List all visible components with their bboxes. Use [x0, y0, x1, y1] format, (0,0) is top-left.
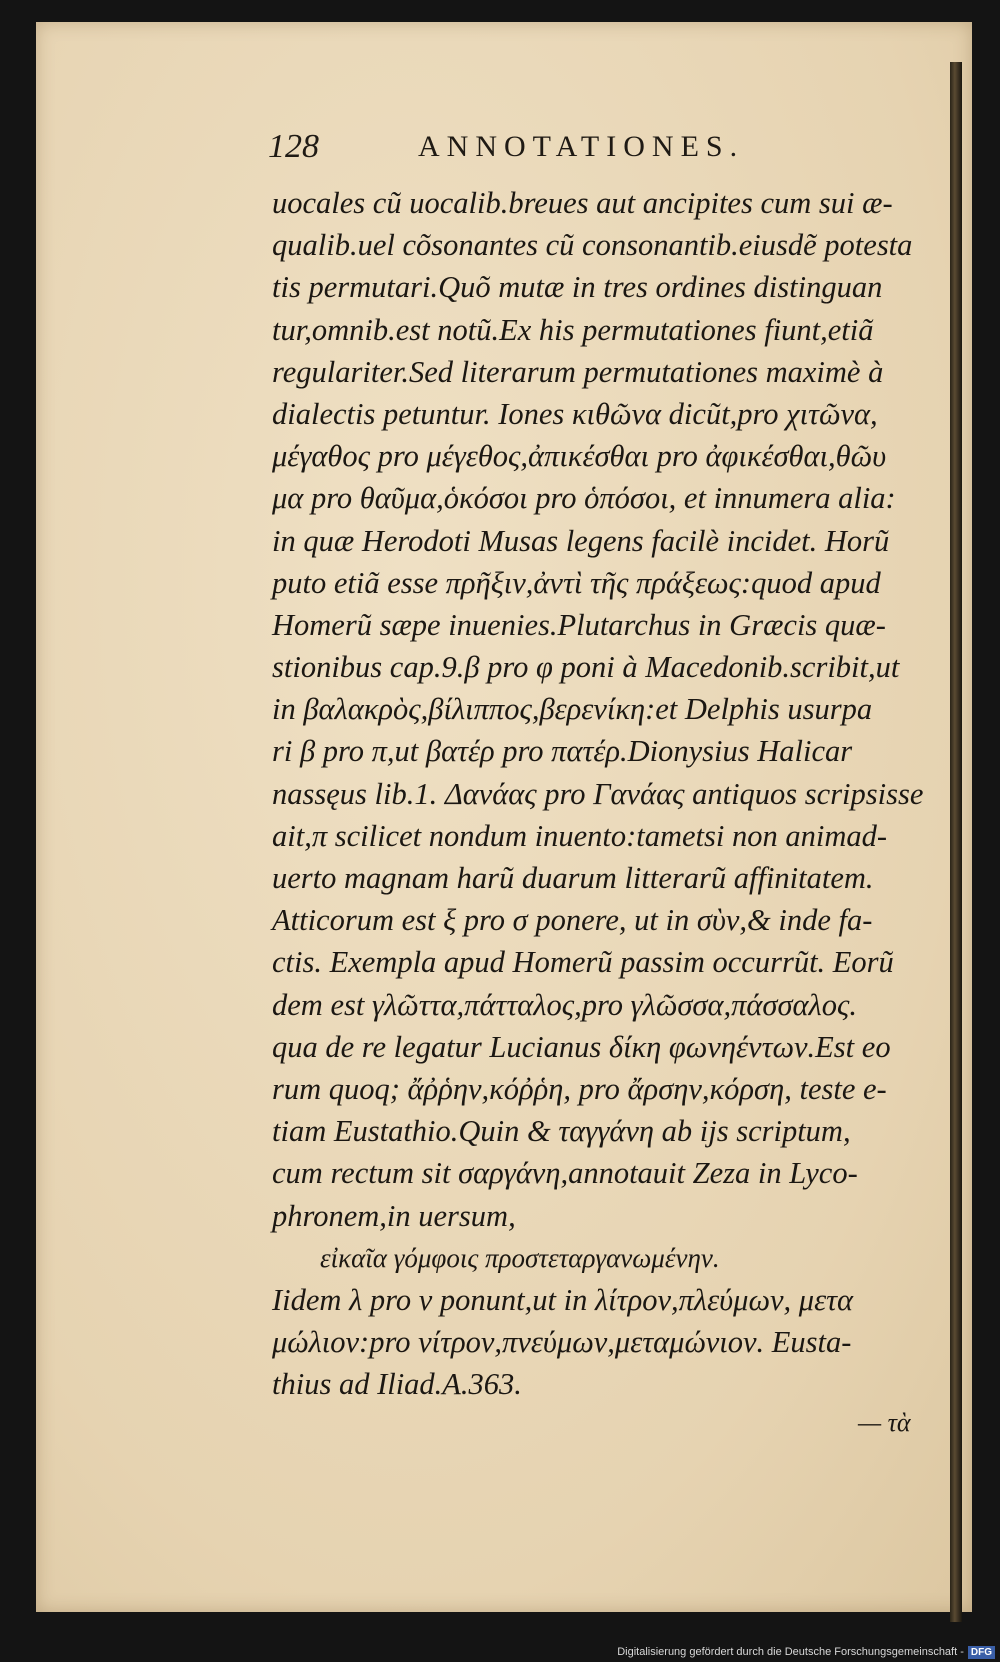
text-line: nassęus lib.1. Δανάας pro Γανάας antiquos scripsisse — [272, 776, 924, 811]
text-line: μώλιον:pro νίτρον,πνεύμων,μεταμώνιον. Eusta- — [272, 1325, 852, 1360]
text-line: Homerũ sæpe inuenies.Plutarchus in Græcis quæ- — [272, 607, 886, 642]
text-line: rum quoq; ἄῤῥην,κόῤῥη, pro ἄρσην,κόρση, teste e- — [272, 1071, 887, 1106]
text-line: puto etiã esse πρῆξιν,ἀντὶ τῆς πράξεως:quod apud — [272, 565, 881, 600]
text-line: cum rectum sit σαργάνη,annotauit Zeza in Lyco- — [272, 1156, 858, 1191]
text-line: Atticorum est ξ pro σ ponere, ut in σὺν,& inde fa- — [272, 903, 873, 938]
text-line: tis permutari.Quõ mutæ in tres ordines distinguan — [272, 270, 883, 305]
text-line: dialectis petuntur. Iones κιθῶνα dicũt,pro χιτῶνα, — [272, 396, 878, 431]
text-line: dem est γλῶττα,πάτταλος,pro γλῶσσα,πάσσαλος. — [272, 987, 857, 1022]
quoted-verse: εἰκαῖα γόμφοις προστεταργανωμένην. — [320, 1242, 720, 1273]
text-line: uocales cũ uocalib.breues aut ancipites cum sui æ- — [272, 186, 893, 220]
text-line: ait,π scilicet nondum inuento:tametsi non animad- — [272, 818, 888, 853]
text-line: regulariter.Sed literarum permutationes maximè à — [272, 354, 884, 389]
text-line: tiam Eustathio.Quin & ταγγάνη ab ijs scriptum, — [272, 1114, 851, 1149]
running-title: ANNOTATIONES. — [418, 130, 745, 163]
page-number: 128 — [268, 128, 319, 165]
catchword: — τὰ — [858, 1408, 911, 1437]
text-line: Iidem λ pro ν ponunt,ut in λίτρον,πλεύμων, μετα — [272, 1282, 854, 1317]
text-line: μα pro θαῦμα,ὁκόσοι pro ὁπόσοι, et innumera alia: — [272, 481, 896, 516]
page-body — [272, 182, 952, 1405]
text-line: thius ad Iliad.Α.363. — [272, 1367, 522, 1402]
digitization-credit — [600, 1644, 995, 1660]
text-line: ri β pro π,ut βατέρ pro πατέρ.Dionysius Halicar — [272, 734, 853, 769]
text-line: phronem,in uersum, — [272, 1198, 516, 1233]
text-line: μέγαθος pro μέγεθος,ἀπικέσθαι pro ἀφικέσθαι,θῶυ — [272, 439, 887, 474]
text-line: qualib.uel cõsonantes cũ consonantib.eiusdẽ potesta — [272, 228, 913, 263]
dfg-logo: DFG — [968, 1646, 995, 1659]
credit-text: Digitalisierung gefördert durch die Deutsche Forschungsgemeinschaft - — [617, 1646, 964, 1658]
text-line: qua de re legatur Lucianus δίκη φωνηέντων.Est eo — [272, 1029, 891, 1064]
text-line: ctis. Exempla apud Homerũ passim occurrũt. Eorũ — [272, 945, 894, 980]
text-line: in quæ Herodoti Musas legens facilè incidet. Horũ — [272, 523, 890, 558]
page-header — [268, 128, 828, 178]
text-line: stionibus cap.9.β pro φ poni à Macedonib.scribit,ut — [272, 650, 900, 685]
text-line: tur,omnib.est notũ.Ex his permutationes fiunt,etiã — [272, 312, 874, 347]
text-line: uerto magnam harũ duarum litterarũ affinitatem. — [272, 861, 874, 895]
text-line: in βαλακρὸς,βίλιππος,βερενίκη:et Delphis usurpa — [272, 692, 873, 727]
